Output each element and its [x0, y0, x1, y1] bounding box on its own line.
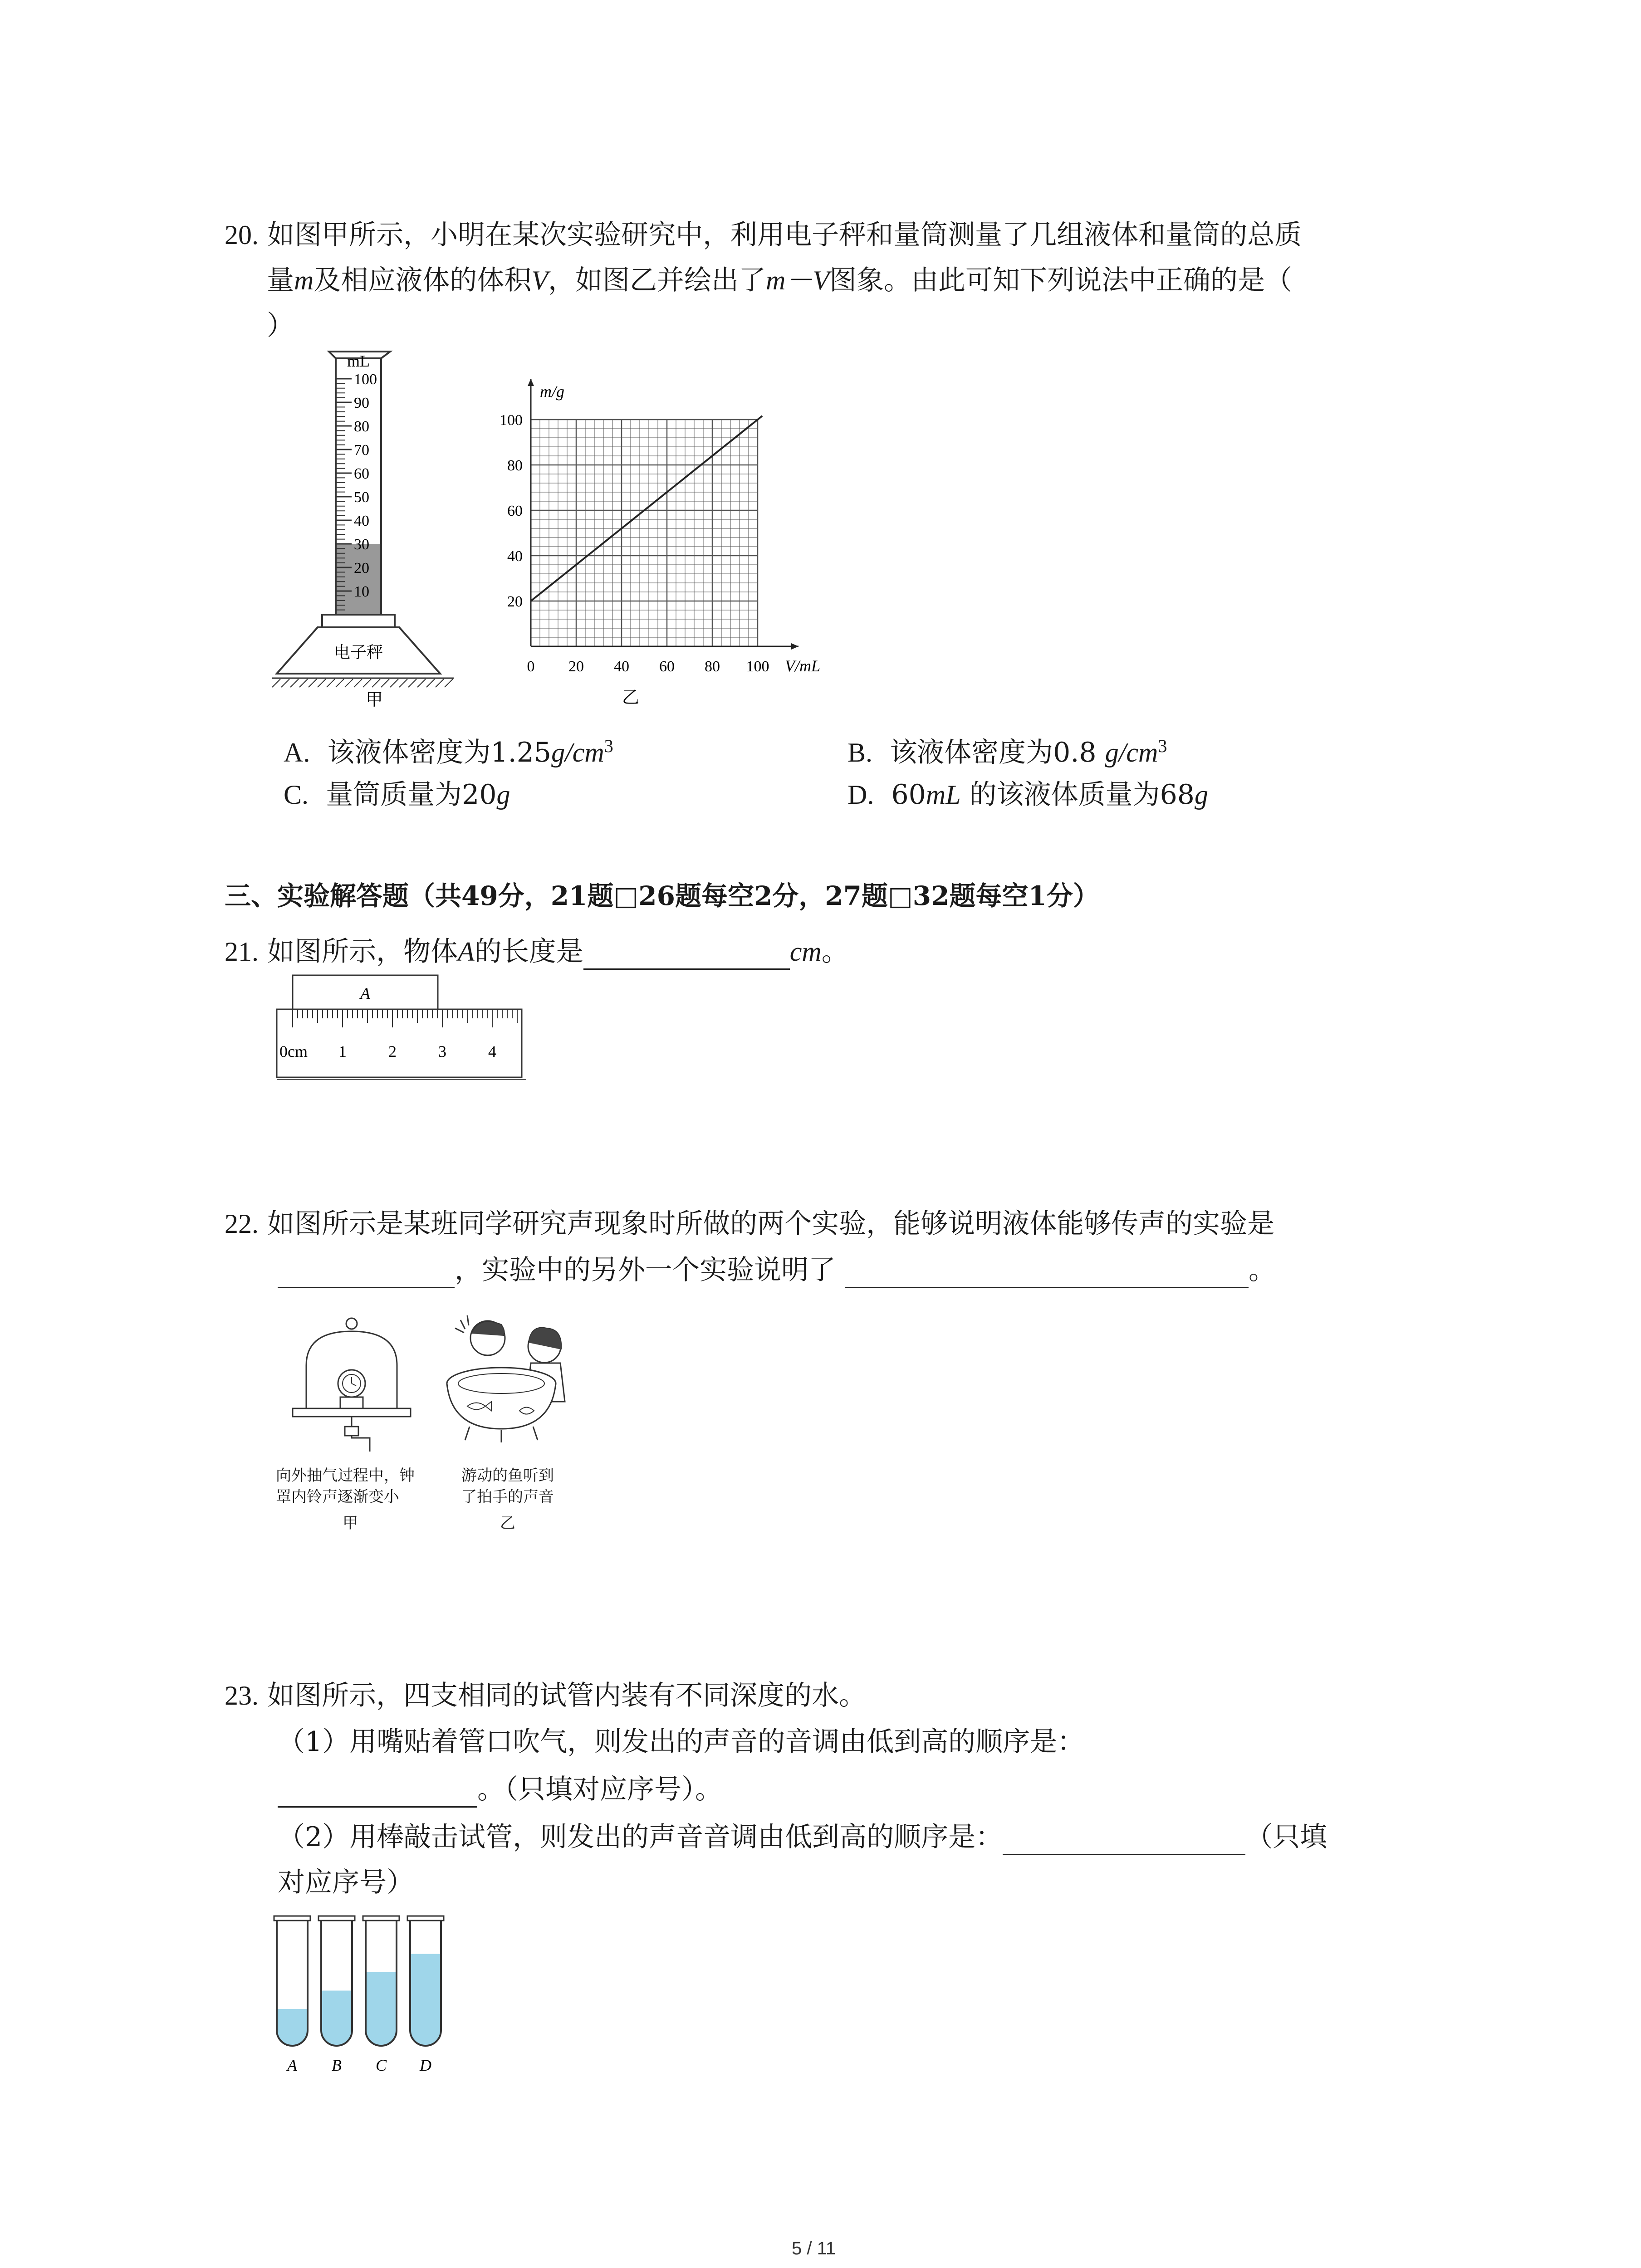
- boy-hair: [471, 1321, 505, 1336]
- option-b-letter: B.: [847, 738, 873, 767]
- option-d-unit-a: mL: [926, 780, 961, 810]
- q20-line3: ）: [267, 310, 294, 342]
- q20-line2: [267, 262, 1292, 298]
- q21-number: 21.: [225, 937, 259, 967]
- tube-rim: [363, 1916, 399, 1921]
- chart-grid: [531, 420, 758, 646]
- cylinder-liquid: [337, 544, 380, 614]
- section3-heading: 三、实验解答题（共49分，21题□26题每空2分，27题□32题每空1分）: [225, 880, 1099, 911]
- q23-p2: （2）用棒敲击试管，则发出的声音音调由低到高的顺序是：: [278, 1821, 1003, 1853]
- test-tubes-figure: [272, 1910, 463, 2073]
- hatch-mark: [399, 679, 407, 687]
- tube-water: [366, 1972, 397, 2046]
- cylinder-base: [322, 615, 395, 627]
- test-tube-d: [407, 1916, 444, 2074]
- q20-line1: [225, 217, 1302, 253]
- fig-yi-caption-1: 游动的鱼听到: [461, 1467, 554, 1484]
- q23-p1-end: 。（只填对应序号）。: [477, 1774, 722, 1805]
- chart-x-tick-label: 100: [746, 658, 769, 675]
- ruler-label: 3: [438, 1042, 446, 1061]
- test-tube-a: [274, 1916, 310, 2074]
- test-tube-c: [363, 1916, 399, 2074]
- chart-x-tick-label: 0: [527, 658, 535, 675]
- q20-option-a[interactable]: [284, 728, 613, 771]
- q20-var-v: V: [531, 265, 548, 295]
- q23-p2-line: [278, 1819, 1327, 1855]
- cylinder-tick-label: 90: [354, 395, 369, 411]
- fig-jia-label-20: 甲: [365, 690, 383, 709]
- option-c-text: 量筒质量为20: [326, 779, 497, 811]
- cylinder-tick-label: 70: [354, 442, 369, 459]
- cylinder-tick-label: 80: [354, 418, 369, 435]
- chart-x-arrow: [791, 643, 798, 650]
- q20-text-1: 如图甲所示，小明在某次实验研究中，利用电子秤和量筒测量了几组液体和量筒的总质: [267, 219, 1302, 251]
- object-a-label: A: [360, 984, 370, 1002]
- bell-jar-plate: [293, 1408, 411, 1417]
- hatch-mark: [272, 679, 280, 687]
- q22-end: 。: [1249, 1254, 1276, 1286]
- figure-measuring-cylinder: [272, 345, 463, 712]
- hatch-mark: [426, 679, 435, 687]
- bell-jar-knob: [346, 1318, 357, 1329]
- hatch-mark: [417, 679, 426, 687]
- tank-bowl: [447, 1383, 556, 1429]
- hatch-mark: [381, 679, 389, 687]
- q22-number: 22.: [225, 1209, 259, 1239]
- q20-option-d[interactable]: [847, 777, 1208, 813]
- tube-label: B: [332, 2056, 342, 2074]
- hatch-mark: [436, 679, 444, 687]
- hatch-mark: [327, 679, 335, 687]
- option-a-sup: 3: [604, 736, 613, 756]
- q21-line: [225, 934, 849, 970]
- tube-label: A: [287, 2056, 297, 2074]
- q21-var-a: A: [458, 937, 475, 967]
- chart-x-tick-label: 20: [568, 658, 584, 675]
- chart-x-axis-label: V/mL: [785, 657, 821, 675]
- fig-yi-label-22: 乙: [500, 1515, 515, 1532]
- q22-line2: [278, 1252, 1276, 1288]
- hatch-mark: [408, 679, 416, 687]
- hatch-mark: [336, 679, 344, 687]
- chart-y-tick-label: 80: [507, 457, 523, 474]
- option-c-letter: C.: [284, 780, 309, 810]
- q23-number: 23.: [225, 1681, 259, 1711]
- tube-label: D: [420, 2056, 431, 2074]
- q23-p2-end: （只填: [1245, 1821, 1327, 1853]
- cylinder-tick-label: 20: [354, 560, 369, 577]
- fig-yi-caption-2: 了拍手的声音: [461, 1488, 554, 1505]
- test-tube-b: [318, 1916, 355, 2074]
- ruler-body: [277, 1009, 522, 1077]
- option-b-text: 该液体密度为0.8: [890, 737, 1105, 768]
- hatch-mark: [445, 679, 453, 687]
- hatch-mark: [318, 679, 326, 687]
- ruler-label: 1: [338, 1042, 347, 1061]
- valve: [345, 1427, 358, 1436]
- chart-y-arrow: [528, 379, 534, 386]
- q21-answer-blank[interactable]: [583, 941, 790, 970]
- tube-rim: [274, 1916, 310, 1921]
- q21-text-b: 的长度是: [474, 936, 583, 968]
- q22-answer-blank-2[interactable]: [845, 1260, 1249, 1288]
- cylinder-tick-label: 60: [354, 465, 369, 482]
- chart-y-tick-label: 100: [500, 412, 523, 429]
- q23-p1: （1）用嘴贴着管口吹气，则发出的声音的音调由低到高的顺序是：: [278, 1726, 1085, 1758]
- q21-text-a: 如图所示，物体: [267, 936, 458, 968]
- chart-y-tick-label: 40: [507, 548, 523, 565]
- q20-number: 20.: [225, 220, 259, 250]
- option-a-unit: g/cm: [551, 738, 604, 767]
- tube-water: [410, 1954, 441, 2046]
- cylinder-tick-label: 50: [354, 489, 369, 506]
- cylinder-tick-label: 40: [354, 513, 369, 529]
- cylinder-tick-label: 10: [354, 583, 369, 600]
- fig-jia-caption-2: 罩内铃声逐渐变小: [276, 1488, 399, 1505]
- chart-x-tick-label: 60: [659, 658, 675, 675]
- tube-label: C: [375, 2056, 387, 2074]
- q20-t2a: 量: [267, 264, 294, 296]
- q20-option-b[interactable]: [847, 728, 1167, 771]
- ruler-figure: [272, 971, 526, 1089]
- option-a-text: 该液体密度为1.25: [327, 737, 552, 768]
- fig-yi-label-20: 乙: [622, 688, 640, 707]
- fig-jia-label-22: 甲: [343, 1515, 358, 1532]
- hatch-mark: [290, 679, 299, 687]
- clock-stand: [340, 1397, 363, 1408]
- q20-t2d: 图象。由此可知下列说法中正确的是（: [829, 264, 1292, 296]
- ground-hatch: [272, 679, 453, 687]
- chart-y-tick-label: 20: [507, 593, 523, 610]
- q21-end: 。: [821, 936, 849, 968]
- hatch-mark: [299, 679, 308, 687]
- mv-chart: [481, 382, 857, 719]
- option-c-unit: g: [496, 780, 510, 810]
- cylinder-unit-label: mL: [347, 352, 370, 370]
- cylinder-tick-label: 100: [354, 371, 377, 388]
- clap-marks: [455, 1315, 469, 1333]
- page-number: 5 / 11: [792, 2239, 836, 2258]
- tube-rim: [407, 1916, 444, 1921]
- bell-jar-figure: [279, 1315, 424, 1465]
- hatch-mark: [363, 679, 371, 687]
- option-d-text-a: 60: [891, 779, 926, 811]
- option-b-unit: g/cm: [1105, 738, 1158, 767]
- hatch-mark: [281, 679, 289, 687]
- hatch-mark: [354, 679, 362, 687]
- chart-x-tick-label: 80: [705, 658, 720, 675]
- q22-text-1: 如图所示是某班同学研究声现象时所做的两个实验，能够说明液体能够传声的实验是: [267, 1208, 1275, 1240]
- ruler-label: 2: [388, 1042, 397, 1061]
- option-d-unit-b: g: [1194, 780, 1208, 810]
- q22-answer-blank-1[interactable]: [278, 1260, 455, 1288]
- fish-tank-figure: [433, 1311, 588, 1456]
- cylinder-tick-label: 30: [354, 536, 369, 553]
- scale-label: 电子秤: [333, 643, 383, 661]
- tube-water: [321, 1991, 352, 2046]
- hatch-mark: [309, 679, 317, 687]
- chart-series-line: [531, 416, 762, 601]
- fig-jia-caption-1: 向外抽气过程中，钟: [276, 1467, 415, 1484]
- chart-y-tick-label: 60: [507, 503, 523, 519]
- q20-var-mv: m－V: [766, 265, 829, 295]
- q23-line1: [225, 1677, 866, 1714]
- hatch-mark: [390, 679, 398, 687]
- q22-line1: [225, 1206, 1274, 1242]
- option-d-letter: D.: [847, 780, 874, 810]
- q20-option-c[interactable]: [284, 777, 510, 813]
- hatch-mark: [372, 679, 380, 687]
- q23-text-1: 如图所示，四支相同的试管内装有不同深度的水。: [267, 1680, 867, 1711]
- chart-y-axis-label: m/g: [540, 382, 564, 401]
- q22-text-2: ，实验中的另外一个实验说明了: [455, 1254, 836, 1286]
- chart-x-tick-label: 40: [614, 658, 629, 675]
- option-b-sup: 3: [1158, 736, 1167, 756]
- tube-rim: [318, 1916, 355, 1921]
- q23-answer-blank-2[interactable]: [1003, 1827, 1245, 1855]
- option-a-letter: A.: [284, 738, 310, 767]
- ruler-label: 4: [488, 1042, 496, 1061]
- q20-t2c: ，如图乙并绘出了: [548, 264, 766, 296]
- q20-var-m: m: [294, 265, 314, 295]
- q20-t2b: 及相应液体的体积: [314, 264, 532, 296]
- ruler-label: 0cm: [279, 1042, 308, 1061]
- q21-unit: cm: [789, 937, 822, 967]
- q23-answer-blank-1[interactable]: [278, 1779, 477, 1808]
- q23-p1-answer-line: [278, 1771, 722, 1808]
- option-d-text-b: 的该液体质量为68: [960, 779, 1195, 811]
- hatch-mark: [345, 679, 353, 687]
- q23-p2-cont: 对应序号）: [278, 1867, 414, 1898]
